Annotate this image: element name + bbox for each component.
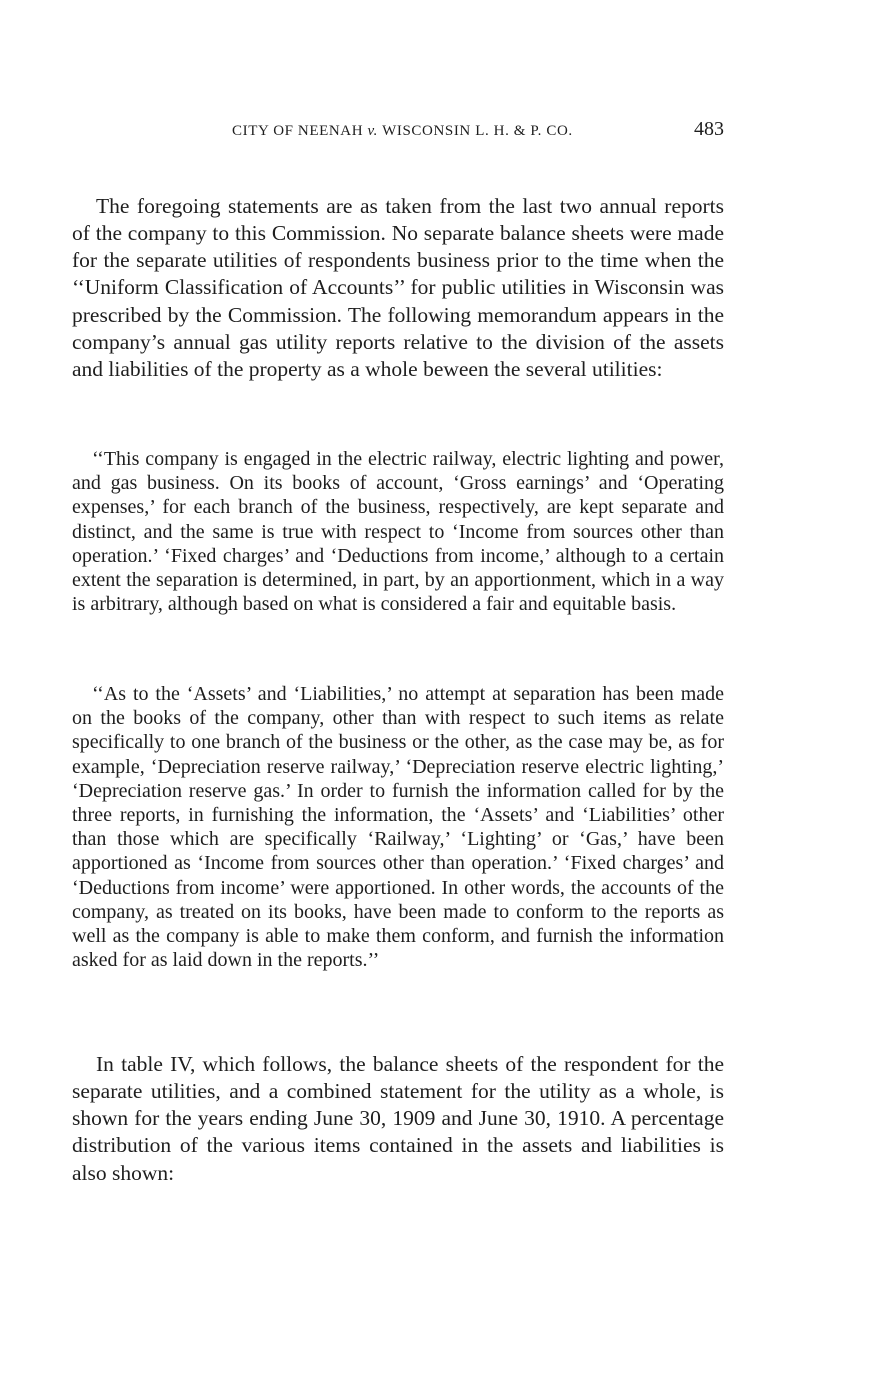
title-after: WISCONSIN L. H. & P. CO. [378, 123, 573, 139]
title-before: CITY OF NEENAH [232, 123, 368, 139]
title-versus: v. [367, 123, 379, 139]
page-number: 483 [694, 118, 724, 140]
running-head [232, 118, 724, 144]
body-paragraph-2: In table IV, which follows, the balance sheets of the respondent for the separate utilities, and a combined statement for the utility as a whole, is shown for the years ending June 30, 1909 and June 30, 1910. A percentage distribution of the various items contained in the assets and liabilities is also shown: [72, 1051, 724, 1185]
quoted-memorandum-paragraph-2: ‘‘As to the ‘Assets’ and ‘Liabilities,’ no attempt at separation has been made on the books of the company, other than with respect to such items as relate specifically to one branch of the business or the other, as the case may be, as for example, ‘Depreciation reserve railway,’ ‘Depreciation reserve electric lighting,’ ‘Depreciation reserve gas.’ In order to furnish the information called for by the three reports, in furnishing the information, the ‘Assets’ and ‘Liabilities’ other than those which are specifically ‘Railway,’ ‘Lighting’ or ‘Gas,’ have been apportioned as ‘Income from sources other than operation.’ ‘Fixed charges’ and ‘Deductions from income’ were apportioned. In other words, the accounts of the company, as treated on its books, have been made to conform to the reports as well as the company is able to make them conform, and furnish the information asked for as laid down in the reports.’’ [72, 683, 724, 972]
running-head-title [232, 123, 573, 140]
body-paragraph-1: The foregoing statements are as taken from the last two annual reports of the company to this Commission. No separate balance sheets were made for the separate utilities of respondents business prior to the time when the ‘‘Uniform Classification of Accounts’’ for public utilities in Wisconsin was prescribed by the Commission. The following memorandum appears in the company’s annual gas utility reports relative to the division of the assets and liabilities of the property as a whole beween the several utilities: [72, 193, 724, 382]
quoted-memorandum-paragraph-1: ‘‘This company is engaged in the electric railway, electric lighting and power, and gas business. On its books of account, ‘Gross earnings’ and ‘Operating expenses,’ for each branch of the business, respectively, are kept separate and distinct, and the same is true with respect to ‘Income from sources other than operation.’ ‘Fixed charges’ and ‘Deductions from income,’ although to a certain extent the separation is determined, in part, by an apportionment, which in a way is arbitrary, although based on what is considered a fair and equitable basis. [72, 448, 724, 616]
